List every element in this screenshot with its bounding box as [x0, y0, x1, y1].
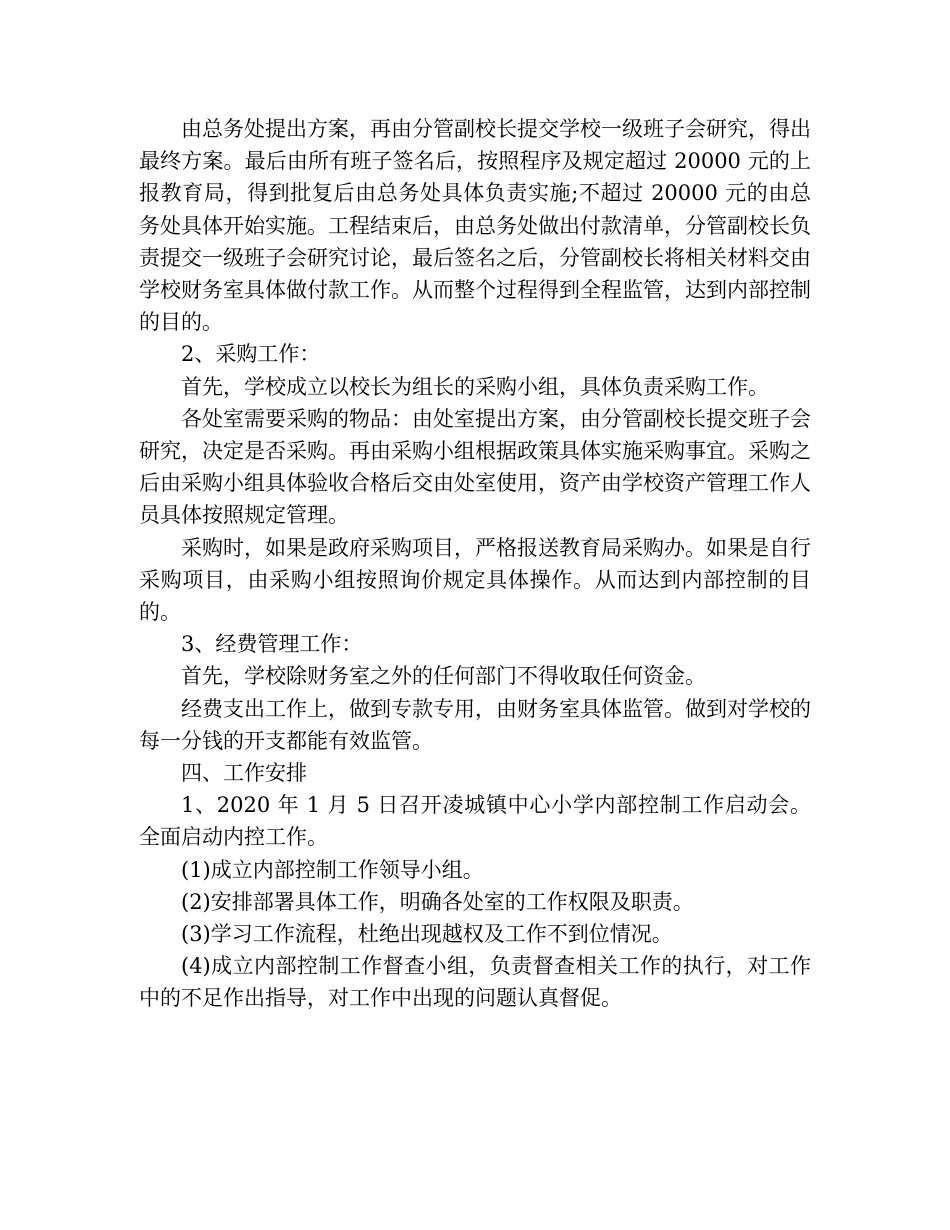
paragraph-no-fund-collection: 首先，学校除财务室之外的任何部门不得收取任何资金。 — [181, 664, 706, 689]
list-item-3: (3)学习工作流程，杜绝出现越权及工作不到位情况。 — [181, 922, 673, 947]
heading-work-arrangement: 四、工作安排 — [181, 761, 307, 786]
list-item-4: (4)成立内部控制工作督查小组，负责督查相关工作的执行，对工作中的不足作出指导，对工作中出现的问题认真督促。 — [139, 954, 811, 1011]
paragraph-department-purchases: 各处室需要采购的物品：由处室提出方案，由分管副校长提交班子会研究，决定是否采购。再由采购小组根据政策具体实施采购事宜。采购之后由采购小组具体验收合格后交由处室使用，资产由学校资产管理工作人员具体按照规定管理。 — [139, 406, 811, 528]
heading-purchasing-work: 2、采购工作： — [181, 342, 321, 367]
list-item-1: (1)成立内部控制工作领导小组。 — [181, 857, 484, 882]
paragraph-expenditure-supervision: 经费支出工作上，做到专款专用，由财务室具体监管。做到对学校的每一分钱的开支都能有效监管。 — [139, 696, 811, 753]
paragraph-government-procurement: 采购时，如果是政府采购项目，严格报送教育局采购办。如果是自行采购项目，由采购小组按照询价规定具体操作。从而达到内部控制的目的。 — [139, 535, 811, 625]
paragraph-kickoff-meeting: 1、2020 年 1 月 5 日召开凌城镇中心小学内部控制工作启动会。全面启动内控工作。 — [139, 793, 811, 850]
list-item-2: (2)安排部署具体工作，明确各处室的工作权限及职责。 — [181, 889, 694, 914]
paragraph-purchasing-group: 首先，学校成立以校长为组长的采购小组，具体负责采购工作。 — [181, 374, 769, 399]
document-body — [139, 113, 811, 1015]
heading-funding-management: 3、经费管理工作： — [181, 632, 363, 657]
paragraph-procurement-process: 由总务处提出方案，再由分管副校长提交学校一级班子会研究，得出最终方案。最后由所有班子签名后，按照程序及规定超过 20000 元的上报教育局，得到批复后由总务处具体负责实施;不超过 20000 元的由总务处具体开始实施。工程结束后，由总务处做出付款清单，分管副校长负责提交一级班子会研究讨论，最后签名之后，分管副校长将相关材料交由学校财务室具体做付款工作。从而整个过程得到全程监管，达到内部控制的目的。 — [139, 117, 811, 335]
